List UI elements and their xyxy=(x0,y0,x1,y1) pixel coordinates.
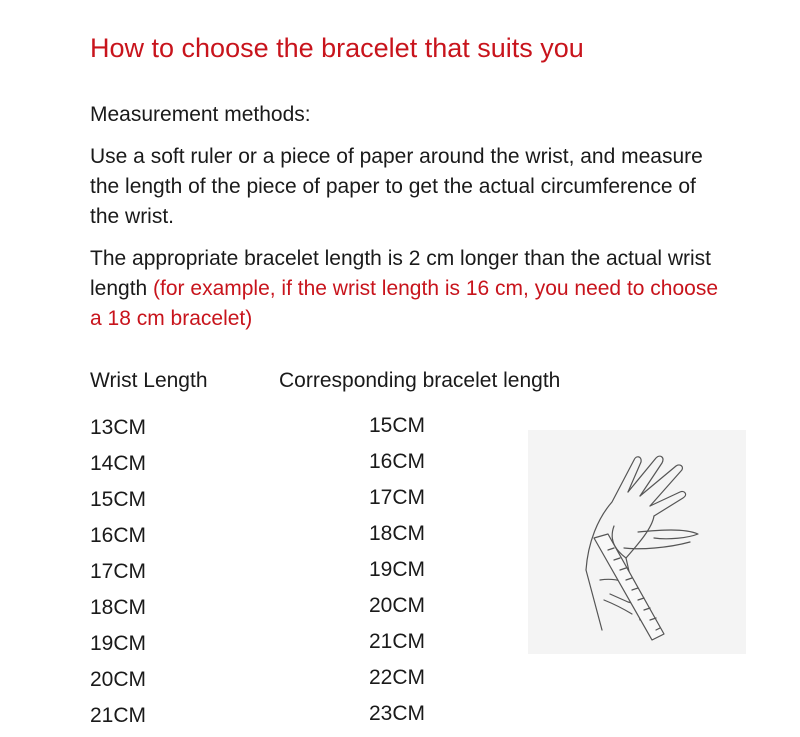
wrist-length-value: 16CM xyxy=(90,524,147,547)
bracelet-length-value: 17CM xyxy=(369,486,426,509)
bracelet-length-value: 23CM xyxy=(369,702,426,725)
wrist-length-value: 14CM xyxy=(90,452,147,475)
bracelet-length-rule-text: The appropriate bracelet length is 2 cm longer than the actual wrist length xyxy=(90,247,712,300)
bracelet-length-header: Corresponding bracelet length xyxy=(279,369,561,392)
bracelet-length-example: (for example, if the wrist length is 16 cm, you need to choose a 18 cm bracelet) xyxy=(90,277,719,330)
page-title: How to choose the bracelet that suits you xyxy=(90,33,584,63)
bracelet-length-rule xyxy=(90,244,730,334)
hand-measuring-icon xyxy=(528,430,746,654)
bracelet-length-value: 15CM xyxy=(369,414,426,437)
wrist-length-value: 17CM xyxy=(90,560,147,583)
bracelet-length-value: 16CM xyxy=(369,450,426,473)
bracelet-length-value: 22CM xyxy=(369,666,426,689)
bracelet-length-value: 21CM xyxy=(369,630,426,653)
bracelet-length-value: 18CM xyxy=(369,522,426,545)
wrist-measuring-illustration xyxy=(528,430,746,654)
bracelet-length-column xyxy=(369,408,425,732)
wrist-length-column xyxy=(90,410,146,734)
wrist-length-header: Wrist Length xyxy=(90,369,208,392)
bracelet-length-value: 19CM xyxy=(369,558,426,581)
wrist-length-value: 20CM xyxy=(90,668,147,691)
measurement-methods-heading: Measurement methods: xyxy=(90,103,311,126)
measurement-instructions: Use a soft ruler or a piece of paper around the wrist, and measure the length of the piece of paper to get the actual circumference of the wrist. xyxy=(90,145,703,228)
bracelet-length-value: 20CM xyxy=(369,594,426,617)
wrist-length-value: 21CM xyxy=(90,704,147,727)
wrist-length-value: 18CM xyxy=(90,596,147,619)
wrist-length-value: 15CM xyxy=(90,488,147,511)
wrist-length-value: 13CM xyxy=(90,416,147,439)
wrist-length-value: 19CM xyxy=(90,632,147,655)
